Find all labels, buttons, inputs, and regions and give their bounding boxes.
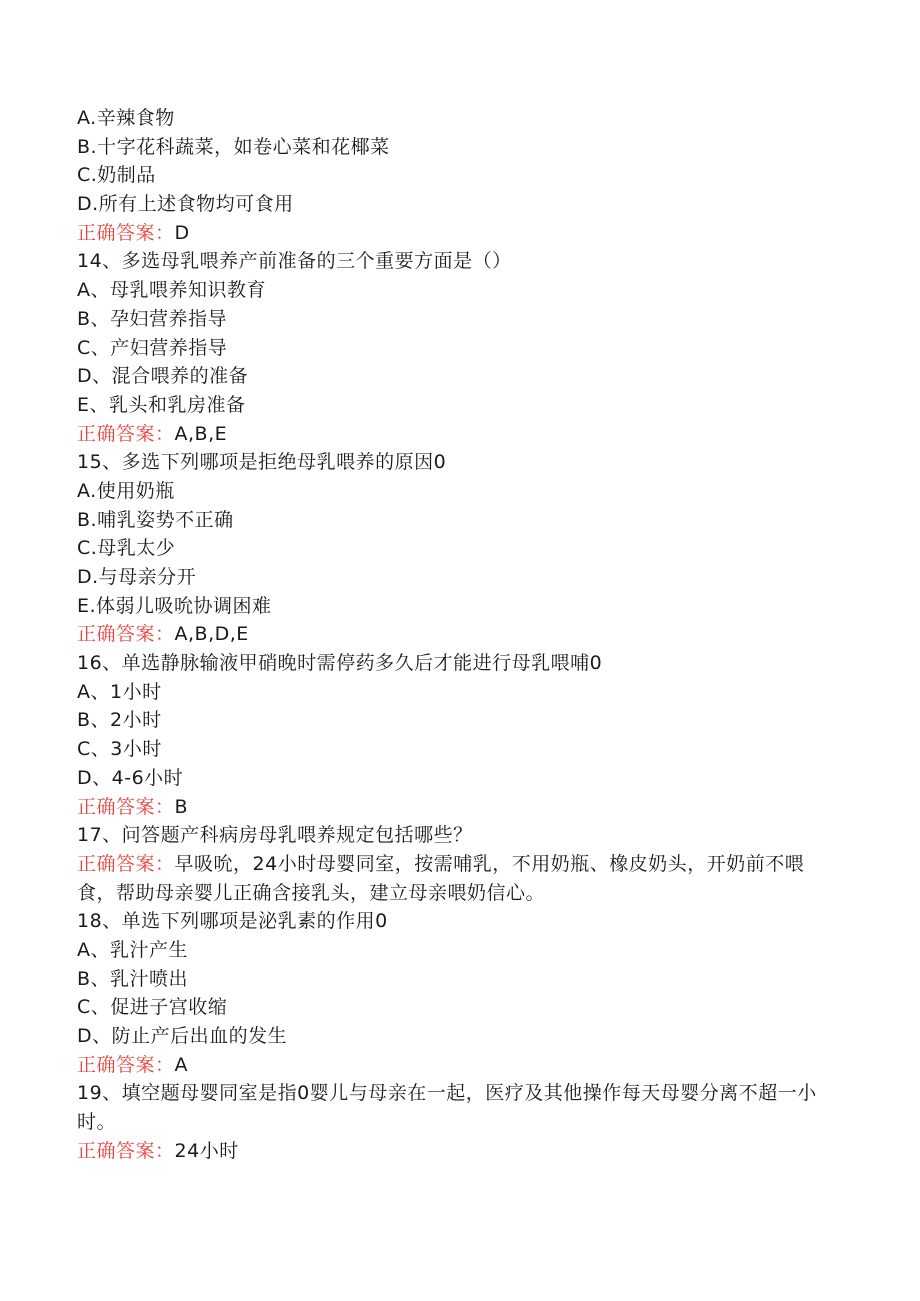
q15-answer <box>77 620 837 649</box>
q16-option-a: A、1小时 <box>77 680 162 703</box>
q18-answer <box>77 1051 837 1080</box>
q14-option-c: C、产妇营养指导 <box>77 336 228 359</box>
q16-answer <box>77 793 837 822</box>
q18-option-a: A、乳汁产生 <box>77 938 188 961</box>
answer-label: 正确答案： <box>77 795 175 818</box>
q16-question: 16、单选静脉输液甲硝晚时需停药多久后才能进行母乳喂哺0 <box>77 652 603 675</box>
answer-value: 早吸吮，24小时母婴同室，按需哺乳，不用奶瓶、橡皮奶头，开奶前不喂食，帮助母亲婴儿正确含接乳头，建立母亲喂奶信心。 <box>77 852 805 904</box>
q16-option-b: B、2小时 <box>77 709 162 732</box>
answer-value: A <box>174 1053 189 1076</box>
document-page <box>77 104 837 1166</box>
q13-option-a: A.辛辣食物 <box>77 107 175 129</box>
q15-option-a: A.使用奶瓶 <box>77 479 175 502</box>
q15-option-b: B.哺乳姿势不正确 <box>77 508 234 531</box>
q18-option-c: C、促进子宫收缩 <box>77 996 228 1019</box>
q17-question: 17、问答题产科病房母乳喂养规定包括哪些？ <box>77 824 473 847</box>
q13-option-d: D.所有上述食物均可食用 <box>77 193 294 216</box>
q18-question: 18、单选下列哪项是泌乳素的作用0 <box>77 910 388 933</box>
q14-option-a: A、母乳喂养知识教育 <box>77 279 266 302</box>
answer-value: D <box>174 221 190 244</box>
q15-option-d: D.与母亲分开 <box>77 566 197 588</box>
q14-question: 14、多选母乳喂养产前准备的三个重要方面是（） <box>77 250 512 273</box>
q16-option-d: D、4-6小时 <box>77 766 184 789</box>
q14-answer <box>77 420 837 449</box>
answer-label: 正确答案： <box>77 221 175 244</box>
q14-option-e: E、乳头和乳房准备 <box>77 393 246 416</box>
q13-answer <box>77 219 837 248</box>
q13-option-c: C.奶制品 <box>77 164 156 187</box>
q17-answer <box>77 850 837 907</box>
answer-value: A,B,D,E <box>174 623 249 646</box>
q14-option-b: B、孕妇营养指导 <box>77 307 228 330</box>
q18-option-b: B、乳汁喷出 <box>77 967 189 990</box>
answer-value: B <box>174 795 189 818</box>
q18-option-d: D、防止产后出血的发生 <box>77 1025 288 1048</box>
q15-option-e: E.体弱儿吸吮协调困难 <box>77 594 272 617</box>
answer-label: 正确答案： <box>77 1053 175 1076</box>
answer-label: 正确答案： <box>77 422 175 445</box>
q15-question: 15、多选下列哪项是拒绝母乳喂养的原因0 <box>77 451 447 474</box>
q15-option-c: C.母乳太少 <box>77 537 176 560</box>
q13-option-b: B.十字花科蔬菜，如卷心菜和花椰菜 <box>77 135 390 158</box>
answer-value: 24小时 <box>174 1139 239 1162</box>
q19-answer <box>77 1137 837 1166</box>
answer-value: A,B,E <box>174 422 228 445</box>
answer-label: 正确答案： <box>77 852 175 875</box>
answer-label: 正确答案： <box>77 1139 175 1162</box>
q14-option-d: D、混合喂养的准备 <box>77 365 249 388</box>
q19-question: 19、填空题母婴同室是指0婴儿与母亲在一起，医疗及其他操作每天母婴分离不超一小时。 <box>77 1082 817 1134</box>
answer-label: 正确答案： <box>77 623 175 646</box>
q16-option-c: C、3小时 <box>77 738 162 761</box>
